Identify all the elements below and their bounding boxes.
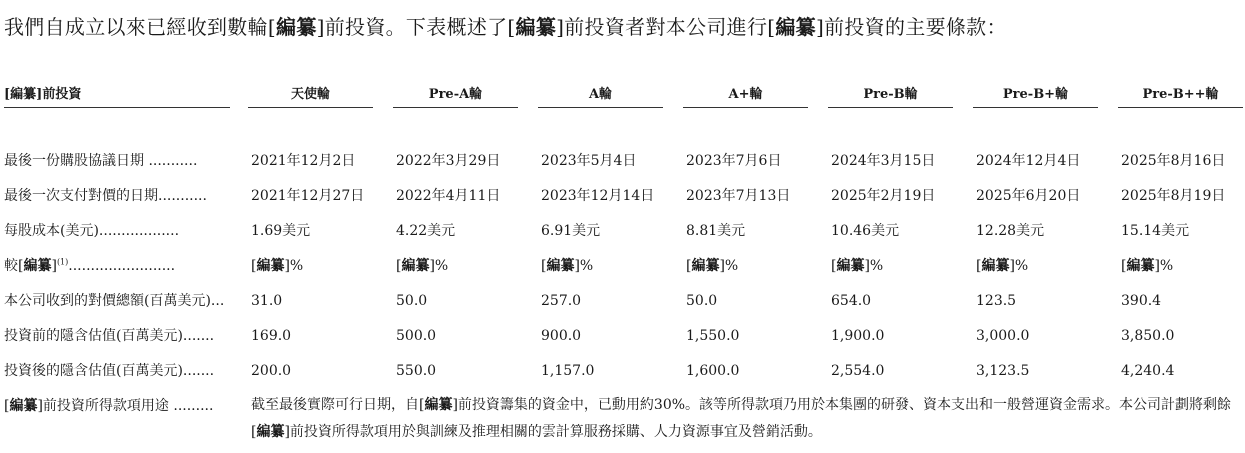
percent-suffix: ]% [1154,258,1174,274]
table-cell: 4.22美元 [396,223,456,239]
header-first-label: ]前投資 [36,87,82,102]
redacted-marker: 編纂 [981,258,1010,274]
header-col-a-plus: A+輪 [683,84,808,108]
use-of-proceeds-text [251,392,1245,446]
intro-text-4: ]前投資的主要條款： [815,15,1007,39]
percent-suffix: ]% [864,258,884,274]
table-cell: 15.14美元 [1121,223,1190,239]
footnote-marker: (1) [56,257,69,267]
leader-dots: ........................ [68,258,176,274]
table-cell: 2023年7月13日 [686,188,791,204]
redacted-marker: 編纂 [1126,258,1155,274]
table-row-post-money-valuation [0,357,1245,385]
table-cell [976,252,1028,280]
percent-suffix: ]% [1009,258,1029,274]
percent-suffix: ]% [574,258,594,274]
table-cell [1121,252,1173,280]
use-text-1: 截至最後實際可行日期，自[ [251,397,425,413]
table-cell: 3,000.0 [976,328,1030,344]
row-label: 本公司收到的對價總額(百萬美元)... [4,293,225,309]
redacted-marker: 編纂 [23,258,52,274]
table-cell: 1.69美元 [251,223,311,239]
intro-text-2: ]前投資。下表概述了[ [316,15,516,39]
redacted-marker: 編纂 [256,424,285,440]
table-row-payment-date [0,182,1245,210]
bracket: [ [396,258,402,274]
redacted-marker: 編纂 [276,15,317,39]
table-cell: 2024年3月15日 [831,153,936,169]
label-prefix: 較[ [4,258,24,274]
header-col-angel: 天使輪 [248,84,373,108]
table-cell: 2021年12月27日 [251,188,365,204]
table-cell: 2022年3月29日 [396,153,501,169]
label-prefix: [ [4,398,10,414]
redacted-marker: 編纂 [256,258,285,274]
row-label: 最後一份購股協議日期 ........... [4,153,198,169]
table-row-total-consideration [0,287,1245,315]
table-cell: 2023年12月14日 [541,188,655,204]
table-cell: 1,550.0 [686,328,740,344]
bracket: [ [1121,258,1127,274]
table-cell: 257.0 [541,293,582,309]
table-cell: 8.81美元 [686,223,746,239]
label-suffix: ]前投資所得款項用途 ......... [37,398,214,414]
table-header [0,84,1245,110]
row-label: 投資後的隱含估值(百萬美元)....... [4,363,215,379]
table-cell [831,252,883,280]
table-cell: 550.0 [396,363,437,379]
table-cell: 10.46美元 [831,223,900,239]
redacted-marker: 編纂 [9,398,38,414]
table-cell: 200.0 [251,363,292,379]
row-label: 每股成本(美元).................. [4,223,180,239]
table-cell [396,252,448,280]
table-cell [541,252,593,280]
percent-suffix: ]% [719,258,739,274]
intro-text-1: 我們自成立以來已經收到數輪[ [4,15,277,39]
use-text-2: ]前投資籌集的資金中，已動用約30%。該等所得款項乃用於本集團的研發、資本支出和一般營運資金需求。本公司計劃將剩餘[ [251,397,1232,440]
row-label [4,252,236,280]
percent-suffix: ]% [429,258,449,274]
percent-suffix: ]% [284,258,304,274]
table-cell [686,252,738,280]
bracket: [ [831,258,837,274]
header-col-pre-a: Pre-A輪 [393,84,518,108]
intro-paragraph [4,12,1244,42]
header-bracket: [ [4,87,11,102]
table-cell: 390.4 [1121,293,1162,309]
redacted-marker: 編纂 [546,258,575,274]
table-cell: 1,600.0 [686,363,740,379]
table-cell: 900.0 [541,328,582,344]
bracket: [ [976,258,982,274]
header-col-pre-b-plus: Pre-B+輪 [973,84,1098,108]
table-cell: 2023年7月6日 [686,153,782,169]
table-cell: 31.0 [251,293,283,309]
table-cell: 1,157.0 [541,363,595,379]
label-suffix: ] [51,258,57,274]
table-row-pre-money-valuation [0,322,1245,350]
row-label: 最後一次支付對價的日期........... [4,188,207,204]
bracket: [ [686,258,692,274]
table-cell: 3,123.5 [976,363,1030,379]
table-cell: 654.0 [831,293,872,309]
table-cell: 6.91美元 [541,223,601,239]
header-col-pre-b: Pre-B輪 [828,84,953,108]
bracket: [ [251,258,257,274]
intro-text-3: ]前投資者對本公司進行[ [556,15,776,39]
header-col-pre-b-plus-plus: Pre-B++輪 [1118,84,1243,108]
table-cell: 169.0 [251,328,292,344]
row-label: 投資前的隱含估值(百萬美元)....... [4,328,215,344]
use-text-3: ]前投資所得款項用於與訓練及推理相關的雲計算服務採購、人力資源事宜及營銷活動。 [284,424,822,440]
redacted-marker: 編纂 [424,397,453,413]
table-cell: 123.5 [976,293,1017,309]
header-col-a: A輪 [538,84,663,108]
table-cell: 2025年6月20日 [976,188,1081,204]
table-cell: 2023年5月4日 [541,153,637,169]
table-cell: 2024年12月4日 [976,153,1081,169]
table-cell: 50.0 [686,293,718,309]
table-cell [251,252,303,280]
table-cell: 2025年8月16日 [1121,153,1226,169]
redacted-marker: 編纂 [401,258,430,274]
header-first-cell [4,84,230,108]
table-cell: 2021年12月2日 [251,153,356,169]
redacted-marker: 編纂 [10,87,37,102]
table-cell: 2022年4月11日 [396,188,501,204]
table-cell: 500.0 [396,328,437,344]
bracket: [ [541,258,547,274]
table-cell: 2,554.0 [831,363,885,379]
table-cell: 12.28美元 [976,223,1045,239]
table-cell: 3,850.0 [1121,328,1175,344]
table-cell: 4,240.4 [1121,363,1175,379]
redacted-marker: 編纂 [515,15,557,39]
table-cell: 50.0 [396,293,428,309]
table-row-cost-per-share [0,217,1245,245]
redacted-marker: 編纂 [775,15,816,39]
table-cell: 2025年8月19日 [1121,188,1226,204]
table-cell: 2025年2月19日 [831,188,936,204]
row-label [4,392,236,420]
table-row-discount [0,252,1245,280]
table-cell: 1,900.0 [831,328,885,344]
redacted-marker: 編纂 [836,258,865,274]
table-row-agreement-date [0,147,1245,175]
redacted-marker: 編纂 [691,258,720,274]
